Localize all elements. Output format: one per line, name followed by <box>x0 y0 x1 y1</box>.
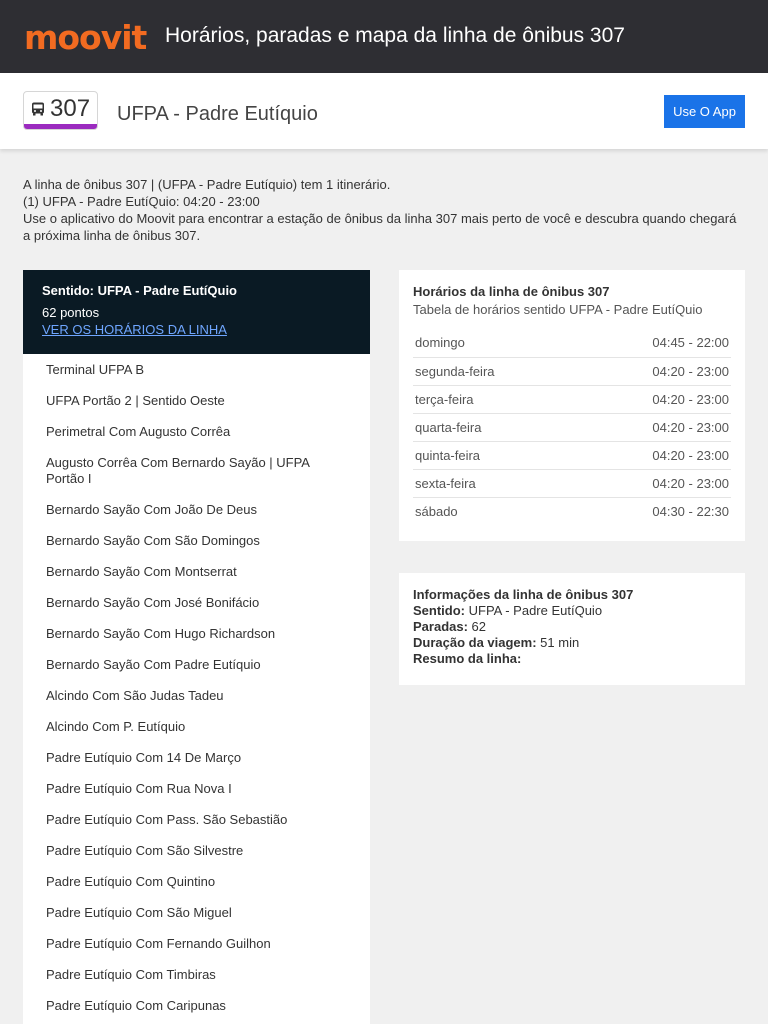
route-badge <box>23 91 98 130</box>
schedule-title: Horários da linha de ônibus 307 <box>413 284 610 299</box>
info-direction <box>413 603 731 619</box>
schedule-time: 04:45 - 22:00 <box>575 329 731 357</box>
schedule-row <box>413 497 731 525</box>
stop-item[interactable]: Padre Eutíquio Com Pass. São Sebastião <box>46 812 288 827</box>
schedule-day: sábado <box>415 503 458 519</box>
schedule-time: 04:20 - 23:00 <box>575 385 731 413</box>
stop-item[interactable]: Padre Eutíquio Com 14 De Março <box>46 750 242 765</box>
info-summary <box>413 651 731 667</box>
stop-item[interactable]: Padre Eutíquio Com Rua Nova I <box>46 781 232 796</box>
stop-item[interactable]: Bernardo Sayão Com João De Deus <box>46 502 258 517</box>
schedule-card <box>399 270 745 541</box>
intro-line-2: (1) UFPA - Padre EutíQuio: 04:20 - 23:00 <box>23 194 260 209</box>
stop-item[interactable]: Perimetral Com Augusto Corrêa <box>46 424 231 439</box>
info-summary-label: Resumo da linha: <box>413 651 522 666</box>
route-name: UFPA - Padre Eutíquio <box>117 103 318 125</box>
schedule-time: 04:20 - 23:00 <box>575 441 731 469</box>
stop-item[interactable]: Padre Eutíquio Com Caripunas <box>46 998 226 1013</box>
schedule-time: 04:20 - 23:00 <box>575 469 731 497</box>
stop-item[interactable]: Bernardo Sayão Com José Bonifácio <box>46 595 260 610</box>
top-bar <box>0 0 768 73</box>
schedule-day: sexta-feira <box>413 469 575 497</box>
info-duration-value: 51 min <box>540 635 580 650</box>
direction-header <box>23 270 370 354</box>
intro-line-1: A linha de ônibus 307 | (UFPA - Padre Eutíquio) tem 1 itinerário. <box>23 177 391 192</box>
stop-item[interactable]: Alcindo Com P. Eutíquio <box>46 719 186 734</box>
schedule-day: segunda-feira <box>413 357 575 385</box>
schedule-row <box>413 413 731 441</box>
info-card <box>399 573 745 685</box>
info-stops <box>413 619 731 635</box>
route-header <box>0 73 768 149</box>
stop-item[interactable]: Bernardo Sayão Com Padre Eutíquio <box>46 657 261 672</box>
stop-item[interactable]: Padre Eutíquio Com São Silvestre <box>46 843 244 858</box>
stop-item[interactable]: Alcindo Com São Judas Tadeu <box>46 688 224 703</box>
schedule-day: quarta-feira <box>413 413 575 441</box>
schedule-subtitle: Tabela de horários sentido UFPA - Padre EutíQuio <box>413 302 703 317</box>
stop-item[interactable]: Augusto Corrêa Com Bernardo Sayão | UFPA Portão I <box>46 455 310 486</box>
bus-icon <box>30 101 46 117</box>
stop-count: 62 pontos <box>42 305 100 320</box>
route-color-stripe <box>24 124 97 129</box>
stop-item[interactable]: Terminal UFPA B <box>46 362 145 377</box>
stop-item[interactable]: Bernardo Sayão Com Montserrat <box>46 564 237 579</box>
info-direction-value: UFPA - Padre EutíQuio <box>468 603 603 618</box>
info-duration <box>413 635 731 651</box>
route-number: 307 <box>50 95 91 122</box>
schedule-row <box>413 329 731 357</box>
info-title: Informações da linha de ônibus 307 <box>413 587 634 602</box>
stop-item[interactable]: Padre Eutíquio Com Fernando Guilhon <box>46 936 271 951</box>
stop-item[interactable]: Padre Eutíquio Com Timbiras <box>46 967 216 982</box>
schedule-row <box>413 469 731 497</box>
schedule-time: 04:30 - 22:30 <box>652 503 729 519</box>
moovit-logo[interactable]: moovit <box>24 18 147 57</box>
schedule-row <box>413 357 731 385</box>
use-app-button[interactable]: Use O App <box>664 95 745 128</box>
schedule-table <box>413 329 731 525</box>
direction-title: Sentido: UFPA - Padre EutíQuio <box>42 283 237 298</box>
stop-item[interactable]: Padre Eutíquio Com São Miguel <box>46 905 232 920</box>
info-duration-label: Duração da viagem: <box>413 635 537 650</box>
schedule-time: 04:20 - 23:00 <box>575 413 731 441</box>
info-direction-label: Sentido: <box>413 603 465 618</box>
schedule-time: 04:20 - 23:00 <box>575 357 731 385</box>
intro-line-3: Use o aplicativo do Moovit para encontrar a estação de ônibus da linha 307 mais perto de você e descubra quando chegará a próxima linha de ônibus 307. <box>23 211 737 243</box>
stop-item[interactable]: Padre Eutíquio Com Quintino <box>46 874 216 889</box>
stop-item[interactable]: UFPA Portão 2 | Sentido Oeste <box>46 393 225 408</box>
schedule-day: quinta-feira <box>413 441 575 469</box>
direction-panel <box>23 270 370 1024</box>
schedule-day: domingo <box>413 329 575 357</box>
stop-item[interactable]: Bernardo Sayão Com Hugo Richardson <box>46 626 276 641</box>
stop-item[interactable]: Bernardo Sayão Com São Domingos <box>46 533 260 548</box>
intro-text <box>23 176 743 244</box>
schedule-row <box>413 441 731 469</box>
info-stops-label: Paradas: <box>413 619 468 634</box>
info-stops-value: 62 <box>471 619 487 634</box>
page-title: Horários, paradas e mapa da linha de ônibus 307 <box>165 24 625 47</box>
stop-list <box>23 354 370 1014</box>
schedule-day: terça-feira <box>413 385 575 413</box>
view-schedule-link[interactable]: VER OS HORÁRIOS DA LINHA <box>42 322 227 337</box>
schedule-row <box>413 385 731 413</box>
